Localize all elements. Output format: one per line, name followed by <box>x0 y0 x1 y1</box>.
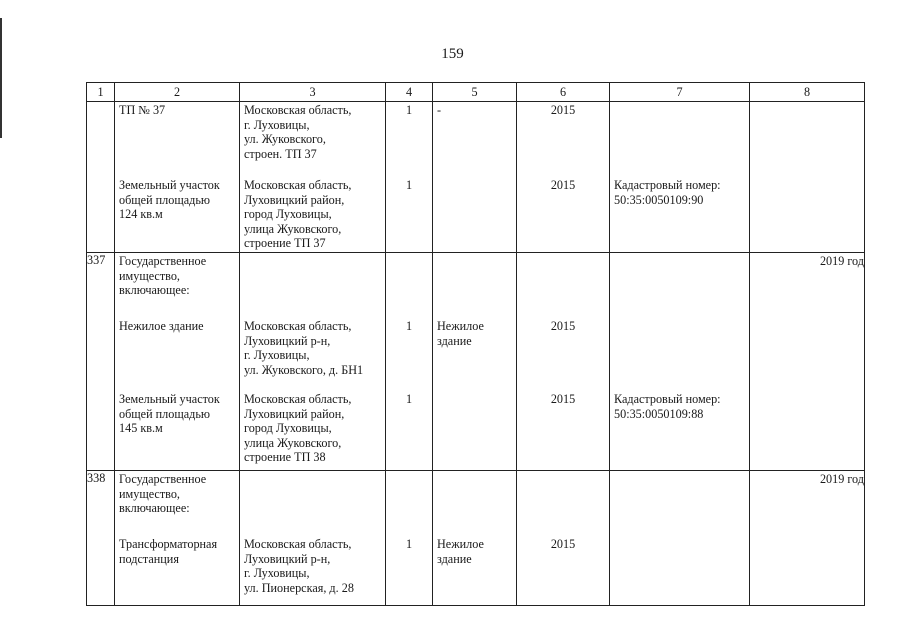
object-address <box>240 253 385 318</box>
table-row <box>87 471 865 606</box>
object-name: ТП № 37 <box>119 103 166 117</box>
object-name: Трансформаторная подстанция <box>119 537 218 566</box>
object-year <box>517 253 609 318</box>
column-header-7: 7 <box>610 83 750 102</box>
object-type <box>433 471 516 536</box>
object-name-cell <box>115 471 240 606</box>
object-name: Государственное имущество, включающее: <box>119 254 207 298</box>
column-header-1: 1 <box>87 83 115 102</box>
object-quantity: 1 <box>405 103 413 117</box>
object-quantity-cell <box>386 102 433 253</box>
row-number: 337 <box>87 253 115 471</box>
object-type: - <box>437 103 442 117</box>
column-header-8: 8 <box>750 83 865 102</box>
object-address: Московская область, г. Луховицы, ул. Жуковского, строен. ТП 37 <box>244 103 352 161</box>
page-number: 159 <box>441 46 464 62</box>
object-year-cell <box>517 471 610 606</box>
object-name: Земельный участок общей площадью 145 кв.м <box>119 392 220 436</box>
object-quantity <box>386 253 432 318</box>
object-name-cell <box>115 102 240 253</box>
object-quantity-cell <box>386 253 433 471</box>
object-year: 2015 <box>550 392 576 406</box>
object-type <box>433 253 516 318</box>
object-note <box>610 471 749 536</box>
property-registry-table <box>86 82 865 606</box>
registry-body <box>87 102 865 606</box>
object-quantity-cell <box>386 471 433 606</box>
object-quantity: 1 <box>405 319 413 333</box>
object-address-cell <box>240 102 386 253</box>
object-year: 2015 <box>550 537 576 551</box>
object-address-cell <box>240 253 386 471</box>
column-header-2: 2 <box>115 83 240 102</box>
object-note-cell <box>610 253 750 471</box>
object-note: Кадастровый номер: 50:35:0050109:88 <box>614 392 721 421</box>
object-address: Московская область, Луховицкий р-н, г. Луховицы, ул. Жуковского, д. БН1 <box>244 319 364 377</box>
object-name: Государственное имущество, включающее: <box>119 472 207 516</box>
accounting-year: 2019 год <box>750 471 865 606</box>
object-year <box>517 471 609 536</box>
row-number: 338 <box>87 471 115 606</box>
object-name: Земельный участок общей площадью 124 кв.м <box>119 178 220 222</box>
object-year-cell <box>517 102 610 253</box>
accounting-year <box>750 102 865 253</box>
column-header-6: 6 <box>517 83 610 102</box>
object-address: Московская область, Луховицкий район, город Луховицы, улица Жуковского, строение ТП 38 <box>244 392 352 465</box>
row-number <box>87 102 115 253</box>
object-note-cell <box>610 471 750 606</box>
object-address-cell <box>240 471 386 606</box>
object-type: Нежилое здание <box>437 537 484 566</box>
object-quantity: 1 <box>405 537 413 551</box>
object-type: Нежилое здание <box>437 319 484 348</box>
table-row <box>87 102 865 253</box>
accounting-year: 2019 год <box>750 253 865 471</box>
object-type-cell <box>433 253 517 471</box>
object-note <box>610 102 749 177</box>
object-type-cell <box>433 471 517 606</box>
object-quantity: 1 <box>405 178 413 192</box>
object-note <box>610 318 749 391</box>
object-note-cell <box>610 102 750 253</box>
object-address: Московская область, Луховицкий р-н, г. Луховицы, ул. Пионерская, д. 28 <box>244 537 354 595</box>
object-type <box>433 391 516 470</box>
column-number-row <box>87 83 865 102</box>
column-header-5: 5 <box>433 83 517 102</box>
object-type <box>433 177 516 252</box>
object-quantity <box>386 471 432 536</box>
object-note: Кадастровый номер: 50:35:0050109:90 <box>614 178 721 207</box>
scan-edge-line <box>0 18 2 138</box>
object-year: 2015 <box>550 103 576 117</box>
object-name-cell <box>115 253 240 471</box>
object-quantity: 1 <box>405 392 413 406</box>
object-address <box>240 471 385 536</box>
object-year: 2015 <box>550 319 576 333</box>
object-year: 2015 <box>550 178 576 192</box>
object-note <box>610 536 749 605</box>
table-row <box>87 253 865 471</box>
object-type-cell <box>433 102 517 253</box>
object-note <box>610 253 749 318</box>
object-address: Московская область, Луховицкий район, город Луховицы, улица Жуковского, строение ТП 37 <box>244 178 352 251</box>
column-header-4: 4 <box>386 83 433 102</box>
object-year-cell <box>517 253 610 471</box>
object-name: Нежилое здание <box>119 319 204 333</box>
column-header-3: 3 <box>240 83 386 102</box>
